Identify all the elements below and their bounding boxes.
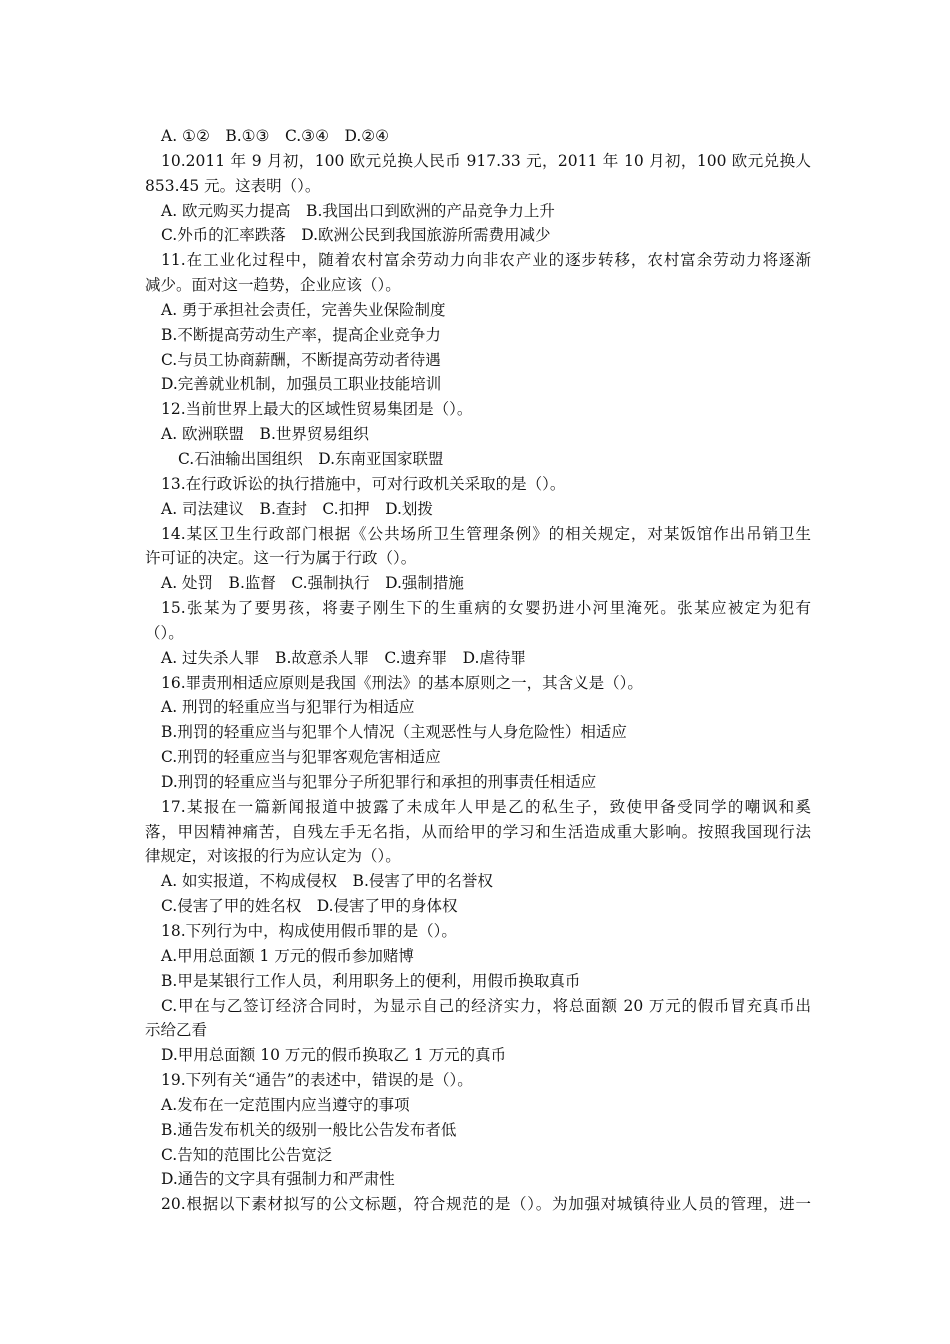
answer-option-q18-b: B.甲是某银行工作人员，利用职务上的便利，用假币换取真币 xyxy=(161,971,581,990)
answer-options-q9: A. ①② B.①③ C.③④ D.②④ xyxy=(161,127,390,145)
answer-option-q18-a: A.甲用总面额 1 万元的假币参加赌博 xyxy=(161,946,414,965)
question-10-cont: 853.45 元。这表明（）。 xyxy=(145,176,321,195)
question-16: 16.罪责刑相适应原则是我国《刑法》的基本原则之一，其含义是（）。 xyxy=(161,673,643,692)
answer-option-q16-b: B.刑罚的轻重应当与犯罪个人情况（主观恶性与人身危险性）相适应 xyxy=(161,723,627,742)
answer-option-q19-a: A.发布在一定范围内应当遵守的事项 xyxy=(161,1095,410,1114)
answer-option-q11-d: D.完善就业机制，加强员工职业技能培训 xyxy=(161,375,442,394)
answer-option-q16-d: D.刑罚的轻重应当与犯罪分子所犯罪行和承担的刑事责任相适应 xyxy=(161,772,597,791)
question-11: 11.在工业化过程中，随着农村富余劳动力向非农产业的逐步转移，农村富余劳动力将逐渐 xyxy=(161,251,811,270)
question-17-cont2: 律规定，对该报的行为应认定为（）。 xyxy=(145,847,401,866)
answer-options-q15: A. 过失杀人罪 B.故意杀人罪 C.遗弃罪 D.虐待罪 xyxy=(161,648,526,667)
answer-option-q11-c: C.与员工协商薪酬，不断提高劳动者待遇 xyxy=(161,350,441,369)
question-17-cont: 落，甲因精神痛苦，自残左手无名指，从而给甲的学习和生活造成重大影响。按照我国现行法 xyxy=(145,822,811,841)
question-14: 14.某区卫生行政部门根据《公共场所卫生管理条例》的相关规定，对某饭馆作出吊销卫生 xyxy=(161,524,811,543)
answer-options-q17-ab: A. 如实报道，不构成侵权 B.侵害了甲的名誉权 xyxy=(161,872,493,891)
question-11-cont: 减少。面对这一趋势，企业应该（）。 xyxy=(145,276,401,295)
question-17: 17.某报在一篇新闻报道中披露了未成年人甲是乙的私生子，致使甲备受同学的嘲讽和奚 xyxy=(161,797,811,816)
answer-option-q18-c-cont: 示给乙看 xyxy=(145,1021,208,1040)
answer-options-q13: A. 司法建议 B.查封 C.扣押 D.划拨 xyxy=(161,499,433,518)
answer-options-q12-ab: A. 欧洲联盟 B.世界贸易组织 xyxy=(161,425,369,444)
question-14-cont: 许可证的决定。这一行为属于行政（）。 xyxy=(145,549,417,568)
answer-option-q11-a: A. 勇于承担社会责任，完善失业保险制度 xyxy=(161,300,446,319)
answer-option-q11-b: B.不断提高劳动生产率，提高企业竞争力 xyxy=(161,325,441,344)
answer-options-q10-ab: A. 欧元购买力提高 B.我国出口到欧洲的产品竞争力上升 xyxy=(161,201,555,220)
question-12: 12.当前世界上最大的区域性贸易集团是（）。 xyxy=(161,400,473,419)
question-20: 20.根据以下素材拟写的公文标题，符合规范的是（）。为加强对城镇待业人员的管理，进一 xyxy=(161,1195,811,1214)
answer-options-q12-cd: C.石油输出国组织 D.东南亚国家联盟 xyxy=(178,449,444,468)
answer-option-q19-b: B.通告发布机关的级别一般比公告发布者低 xyxy=(161,1120,457,1139)
answer-option-q18-d: D.甲用总面额 10 万元的假币换取乙 1 万元的真币 xyxy=(161,1046,507,1065)
answer-option-q19-d: D.通告的文字具有强制力和严肃性 xyxy=(161,1170,395,1189)
question-15-cont: （）。 xyxy=(145,623,184,642)
answer-option-q16-c: C.刑罚的轻重应当与犯罪客观危害相适应 xyxy=(161,748,441,767)
answer-options-q14: A. 处罚 B.监督 C.强制执行 D.强制措施 xyxy=(161,574,464,593)
question-18: 18.下列行为中，构成使用假币罪的是（）。 xyxy=(161,922,457,940)
question-19: 19.下列有关“通告”的表述中，错误的是（）。 xyxy=(161,1071,473,1090)
answer-option-q18-c: C.甲在与乙签订经济合同时，为显示自己的经济实力，将总面额 20 万元的假币冒充真币出 xyxy=(161,996,811,1015)
answer-option-q19-c: C.告知的范围比公告宽泛 xyxy=(161,1145,333,1164)
answer-options-q17-cd: C.侵害了甲的姓名权 D.侵害了甲的身体权 xyxy=(161,897,458,916)
answer-options-q10-cd: C.外币的汇率跌落 D.欧洲公民到我国旅游所需费用减少 xyxy=(161,226,551,245)
document-page xyxy=(145,124,811,1217)
answer-option-q16-a: A. 刑罚的轻重应当与犯罪行为相适应 xyxy=(161,698,415,717)
question-13: 13.在行政诉讼的执行措施中，可对行政机关采取的是（）。 xyxy=(161,474,566,493)
question-15: 15.张某为了要男孩，将妻子刚生下的生重病的女婴扔进小河里淹死。张某应被定为犯有 xyxy=(161,599,811,618)
question-10: 10.2011 年 9 月初，100 欧元兑换人民币 917.33 元，2011 年 10 月初，100 欧元兑换人 xyxy=(161,151,811,170)
